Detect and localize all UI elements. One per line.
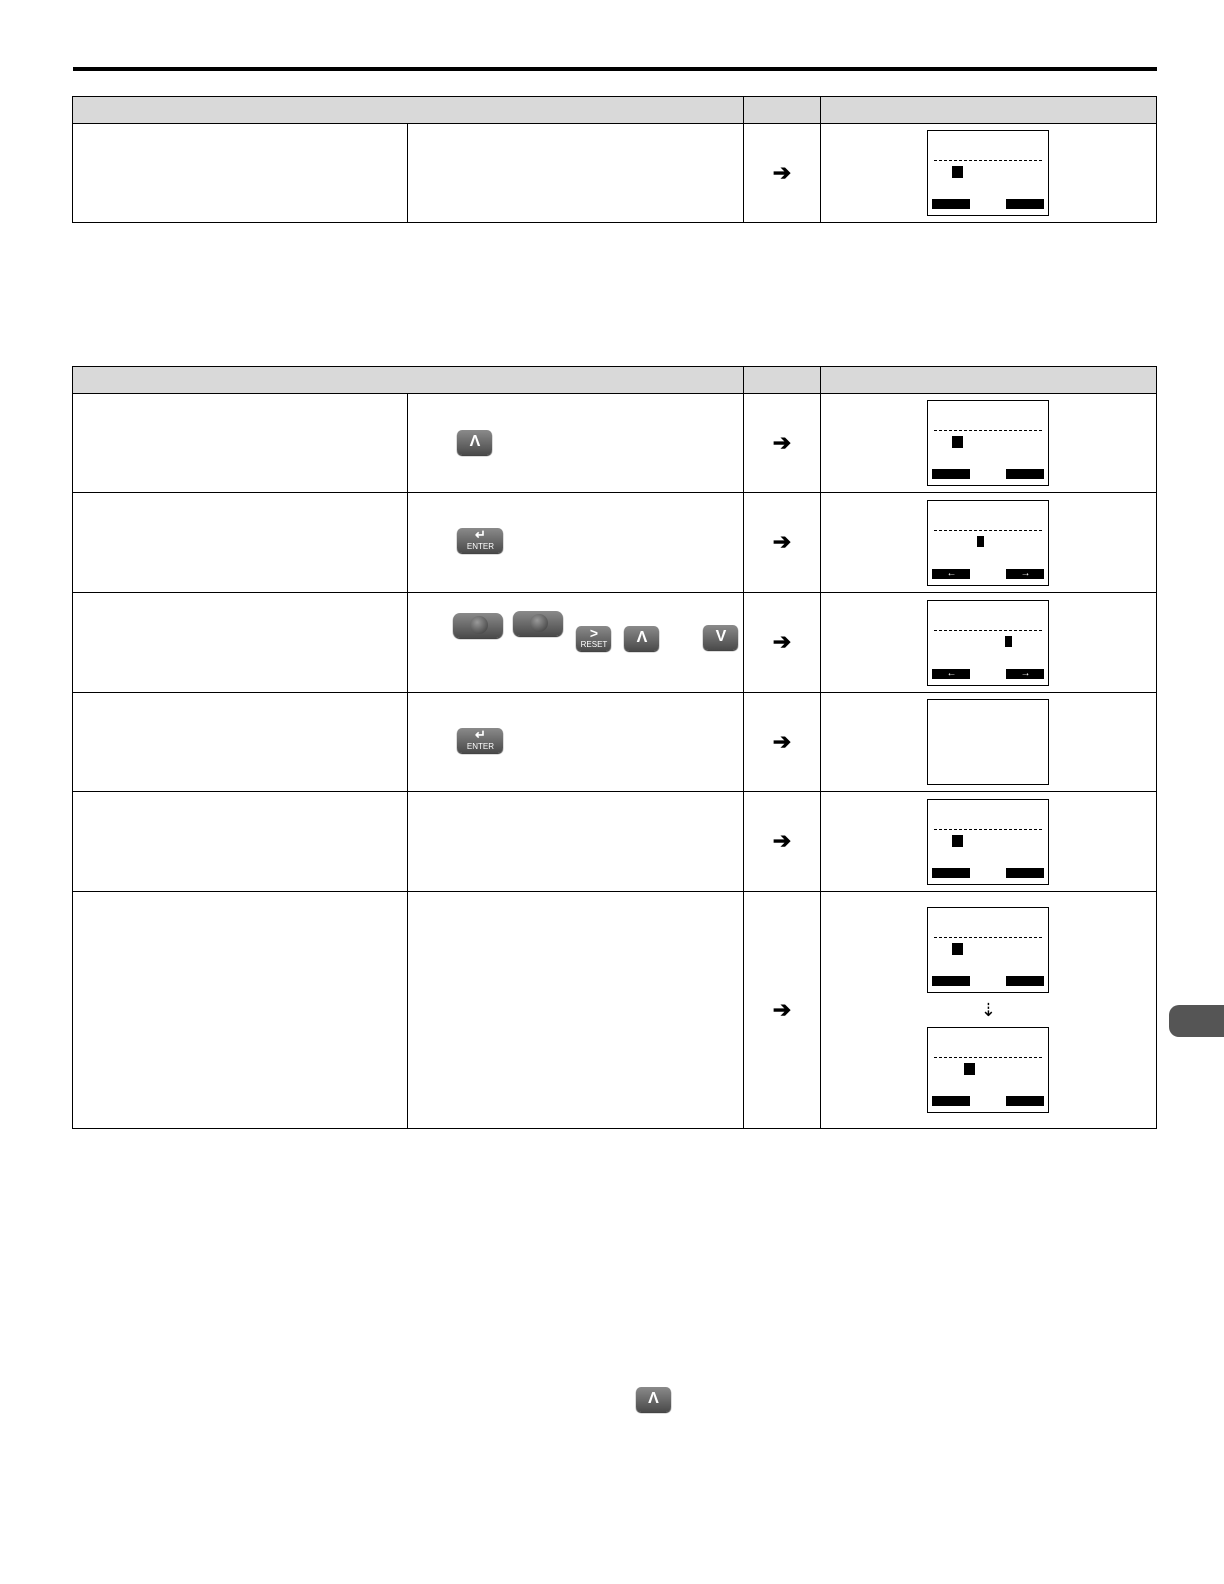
arrow-right-icon: ➔ bbox=[772, 529, 792, 554]
function-key-1-icon bbox=[453, 613, 503, 638]
step-number bbox=[73, 394, 408, 493]
soft-key-left bbox=[932, 1096, 970, 1106]
soft-key-left bbox=[932, 199, 970, 209]
table-row bbox=[73, 693, 1157, 792]
header-display bbox=[820, 97, 1156, 124]
step-procedure bbox=[408, 124, 743, 223]
up-arrow-key-icon: Λ bbox=[457, 430, 492, 455]
arrow-right-icon: ➔ bbox=[772, 728, 792, 754]
soft-key-right bbox=[1006, 199, 1044, 209]
lcd-display bbox=[927, 600, 1049, 686]
soft-key-right bbox=[1006, 868, 1044, 878]
arrow-right-icon: ➔ bbox=[772, 629, 792, 654]
lcd-display bbox=[927, 799, 1049, 885]
up-arrow-key-icon: Λ bbox=[624, 626, 659, 651]
lcd-display-blank bbox=[927, 699, 1049, 785]
step-number bbox=[73, 593, 408, 693]
soft-key-left: ← bbox=[932, 669, 970, 679]
soft-key-right bbox=[1006, 469, 1044, 479]
header-procedure bbox=[73, 97, 744, 124]
step-number bbox=[73, 124, 408, 223]
enter-key-icon: ↵ ENTER bbox=[457, 528, 503, 553]
table-row bbox=[73, 394, 1157, 493]
header-display bbox=[820, 367, 1156, 394]
step-number bbox=[73, 892, 408, 1129]
arrow-right-icon: ➔ bbox=[772, 159, 792, 185]
step-procedure bbox=[408, 892, 743, 1129]
step-number bbox=[73, 693, 408, 792]
table-header-row bbox=[73, 367, 1157, 394]
lcd-display bbox=[927, 400, 1049, 486]
procedure-table-1 bbox=[72, 96, 1157, 223]
table-row bbox=[73, 792, 1157, 892]
chapter-tab bbox=[1169, 1005, 1224, 1037]
table-row bbox=[73, 593, 1157, 693]
table-header-row bbox=[73, 97, 1157, 124]
table-row bbox=[73, 493, 1157, 593]
up-arrow-key-icon: Λ bbox=[636, 1387, 671, 1412]
arrow-right-icon: ➔ bbox=[772, 996, 792, 1022]
step-procedure bbox=[408, 693, 743, 792]
soft-key-left: ← bbox=[932, 569, 970, 579]
lcd-display bbox=[927, 1027, 1049, 1113]
step-procedure bbox=[408, 792, 743, 892]
reset-key-icon: > RESET bbox=[576, 626, 611, 651]
soft-key-right bbox=[1006, 976, 1044, 986]
enter-key-icon: ↵ ENTER bbox=[457, 728, 503, 753]
lcd-display bbox=[927, 907, 1049, 993]
arrow-right-icon: ➔ bbox=[772, 429, 792, 455]
arrow-right-icon: ➔ bbox=[772, 828, 792, 853]
header-arrow bbox=[743, 97, 820, 124]
down-arrow-icon: ⇣ bbox=[980, 1000, 997, 1020]
step-number bbox=[73, 493, 408, 593]
soft-key-right: → bbox=[1006, 669, 1044, 679]
soft-key-left bbox=[932, 469, 970, 479]
soft-key-left bbox=[932, 976, 970, 986]
step-procedure bbox=[408, 593, 743, 693]
step-procedure bbox=[408, 493, 743, 593]
header-arrow bbox=[743, 367, 820, 394]
lcd-display bbox=[927, 500, 1049, 586]
step-number bbox=[73, 792, 408, 892]
table-row bbox=[73, 124, 1157, 223]
header-procedure bbox=[73, 367, 744, 394]
down-arrow-key-icon: V bbox=[703, 625, 738, 650]
table-row bbox=[73, 892, 1157, 1129]
lcd-display bbox=[927, 130, 1049, 216]
procedure-table-2 bbox=[72, 366, 1157, 1129]
soft-key-right bbox=[1006, 1096, 1044, 1106]
soft-key-right: → bbox=[1006, 569, 1044, 579]
soft-key-left bbox=[932, 868, 970, 878]
step-procedure bbox=[408, 394, 743, 493]
header-rule bbox=[73, 67, 1157, 71]
function-key-2-icon bbox=[513, 611, 563, 636]
